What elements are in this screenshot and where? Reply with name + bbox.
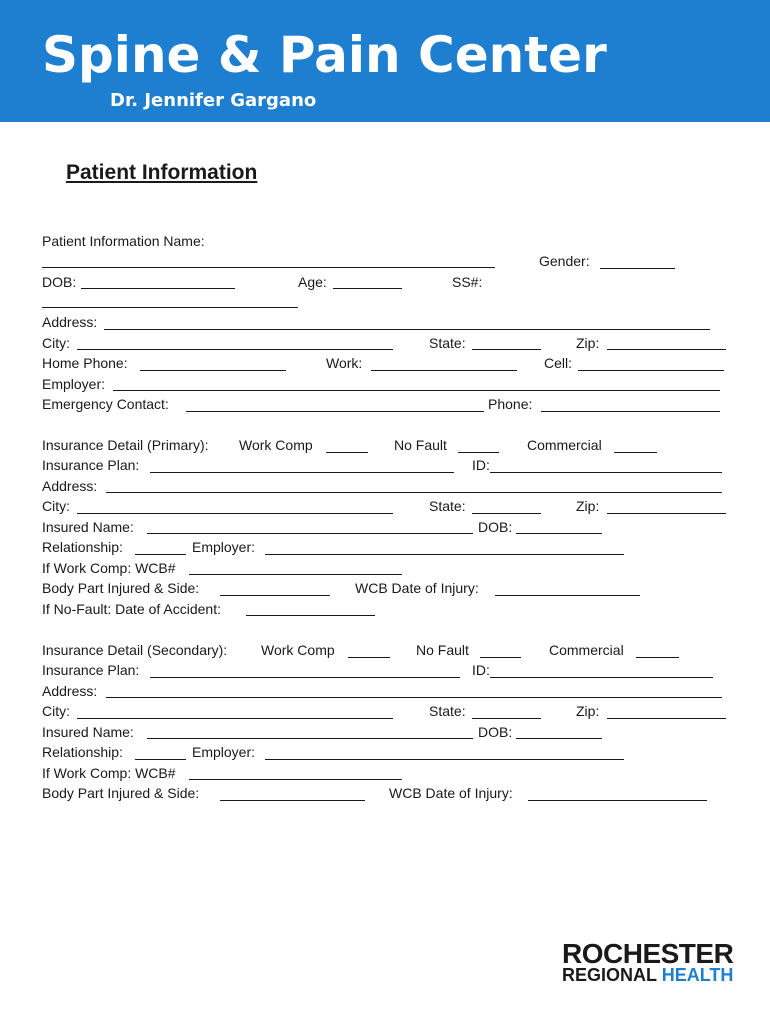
primary-employer-field[interactable] xyxy=(265,554,624,555)
emergency-phone-field[interactable] xyxy=(541,411,720,412)
secondary-employer-label: Employer: xyxy=(192,744,256,760)
address-field[interactable] xyxy=(104,329,710,330)
secondary-no-fault-label: No Fault xyxy=(416,642,469,658)
work-phone-label: Work: xyxy=(326,355,363,371)
logo-line-2 xyxy=(562,966,733,984)
primary-wcb-field[interactable] xyxy=(189,574,402,575)
primary-work-comp-field[interactable] xyxy=(326,452,368,453)
secondary-work-comp-label: Work Comp xyxy=(261,642,335,658)
secondary-wcb-date-label: WCB Date of Injury: xyxy=(389,785,513,801)
secondary-zip-label: Zip: xyxy=(576,703,600,719)
secondary-id-field[interactable] xyxy=(490,677,713,678)
cell-field[interactable] xyxy=(578,370,724,371)
logo-regional: REGIONAL xyxy=(562,965,657,985)
primary-work-comp-label: Work Comp xyxy=(239,437,313,453)
secondary-insured-name-field[interactable] xyxy=(147,738,473,739)
address-label: Address: xyxy=(42,314,98,330)
city-field[interactable] xyxy=(77,349,393,350)
secondary-address-label: Address: xyxy=(42,683,98,699)
zip-label: Zip: xyxy=(576,335,600,351)
ss-label: SS#: xyxy=(452,274,483,290)
secondary-dob-field[interactable] xyxy=(516,738,602,739)
primary-commercial-field[interactable] xyxy=(614,452,657,453)
patient-name-label: Patient Information Name: xyxy=(42,233,205,249)
employer-field[interactable] xyxy=(113,390,720,391)
logo-line-1: ROCHESTER xyxy=(562,938,734,969)
patient-name-field[interactable] xyxy=(42,267,495,268)
secondary-state-label: State: xyxy=(429,703,466,719)
secondary-wcb-label: If Work Comp: WCB# xyxy=(42,765,176,781)
secondary-relationship-field[interactable] xyxy=(135,759,186,760)
header-banner xyxy=(0,0,770,122)
primary-relationship-field[interactable] xyxy=(135,554,186,555)
primary-zip-field[interactable] xyxy=(607,513,726,514)
secondary-body-part-label: Body Part Injured & Side: xyxy=(42,785,200,801)
primary-relationship-label: Relationship: xyxy=(42,539,123,555)
primary-address-field[interactable] xyxy=(106,492,722,493)
primary-no-fault-field[interactable] xyxy=(458,452,499,453)
primary-state-field[interactable] xyxy=(472,513,541,514)
primary-insured-name-field[interactable] xyxy=(147,533,473,534)
primary-no-fault-date-label: If No-Fault: Date of Accident: xyxy=(42,601,221,617)
emergency-phone-label: Phone: xyxy=(488,396,533,412)
secondary-employer-field[interactable] xyxy=(265,759,624,760)
work-phone-field[interactable] xyxy=(371,370,517,371)
secondary-wcb-date-field[interactable] xyxy=(528,800,707,801)
primary-insurance-label: Insurance Detail (Primary): xyxy=(42,437,209,453)
state-label: State: xyxy=(429,335,466,351)
secondary-commercial-label: Commercial xyxy=(549,642,624,658)
gender-field[interactable] xyxy=(600,268,675,269)
logo-health: HEALTH xyxy=(661,965,734,985)
primary-address-label: Address: xyxy=(42,478,98,494)
primary-insured-name-label: Insured Name: xyxy=(42,519,134,535)
secondary-insured-name-label: Insured Name: xyxy=(42,724,134,740)
primary-city-field[interactable] xyxy=(77,513,393,514)
primary-no-fault-label: No Fault xyxy=(394,437,447,453)
primary-wcb-label: If Work Comp: WCB# xyxy=(42,560,176,576)
secondary-insurance-label: Insurance Detail (Secondary): xyxy=(42,642,228,658)
secondary-city-field[interactable] xyxy=(77,718,393,719)
secondary-plan-label: Insurance Plan: xyxy=(42,662,140,678)
rochester-regional-health-logo xyxy=(562,940,738,988)
primary-wcb-date-field[interactable] xyxy=(495,595,640,596)
secondary-commercial-field[interactable] xyxy=(636,657,679,658)
state-field[interactable] xyxy=(472,349,541,350)
primary-dob-label: DOB: xyxy=(478,519,513,535)
emergency-contact-label: Emergency Contact: xyxy=(42,396,169,412)
dob-label: DOB: xyxy=(42,274,77,290)
secondary-city-label: City: xyxy=(42,703,70,719)
primary-city-label: City: xyxy=(42,498,70,514)
primary-wcb-date-label: WCB Date of Injury: xyxy=(355,580,479,596)
secondary-no-fault-field[interactable] xyxy=(480,657,521,658)
secondary-work-comp-field[interactable] xyxy=(348,657,390,658)
city-label: City: xyxy=(42,335,70,351)
primary-no-fault-date-field[interactable] xyxy=(246,615,375,616)
primary-zip-label: Zip: xyxy=(576,498,600,514)
secondary-dob-label: DOB: xyxy=(478,724,513,740)
home-phone-field[interactable] xyxy=(140,370,286,371)
cell-label: Cell: xyxy=(544,355,573,371)
gender-label: Gender: xyxy=(539,253,590,269)
primary-body-part-label: Body Part Injured & Side: xyxy=(42,580,200,596)
ss-field[interactable] xyxy=(42,307,298,308)
primary-employer-label: Employer: xyxy=(192,539,256,555)
primary-id-field[interactable] xyxy=(490,472,722,473)
secondary-relationship-label: Relationship: xyxy=(42,744,123,760)
primary-commercial-label: Commercial xyxy=(527,437,602,453)
secondary-zip-field[interactable] xyxy=(607,718,726,719)
dob-field[interactable] xyxy=(81,288,235,289)
primary-plan-field[interactable] xyxy=(150,472,454,473)
emergency-contact-field[interactable] xyxy=(186,411,484,412)
age-field[interactable] xyxy=(333,288,402,289)
primary-body-part-field[interactable] xyxy=(220,595,330,596)
employer-label: Employer: xyxy=(42,376,106,392)
secondary-plan-field[interactable] xyxy=(150,677,460,678)
home-phone-label: Home Phone: xyxy=(42,355,128,371)
secondary-id-label: ID: xyxy=(472,662,490,678)
age-label: Age: xyxy=(298,274,327,290)
secondary-state-field[interactable] xyxy=(472,718,541,719)
primary-id-label: ID: xyxy=(472,457,490,473)
secondary-wcb-field[interactable] xyxy=(189,779,402,780)
doctor-name: Dr. Jennifer Gargano xyxy=(110,90,317,111)
primary-dob-field[interactable] xyxy=(516,533,602,534)
primary-state-label: State: xyxy=(429,498,466,514)
secondary-address-field[interactable] xyxy=(106,697,722,698)
primary-plan-label: Insurance Plan: xyxy=(42,457,140,473)
zip-field[interactable] xyxy=(607,349,726,350)
secondary-body-part-field[interactable] xyxy=(220,800,365,801)
clinic-title: Spine & Pain Center xyxy=(42,26,607,84)
section-title: Patient Information xyxy=(66,161,258,184)
